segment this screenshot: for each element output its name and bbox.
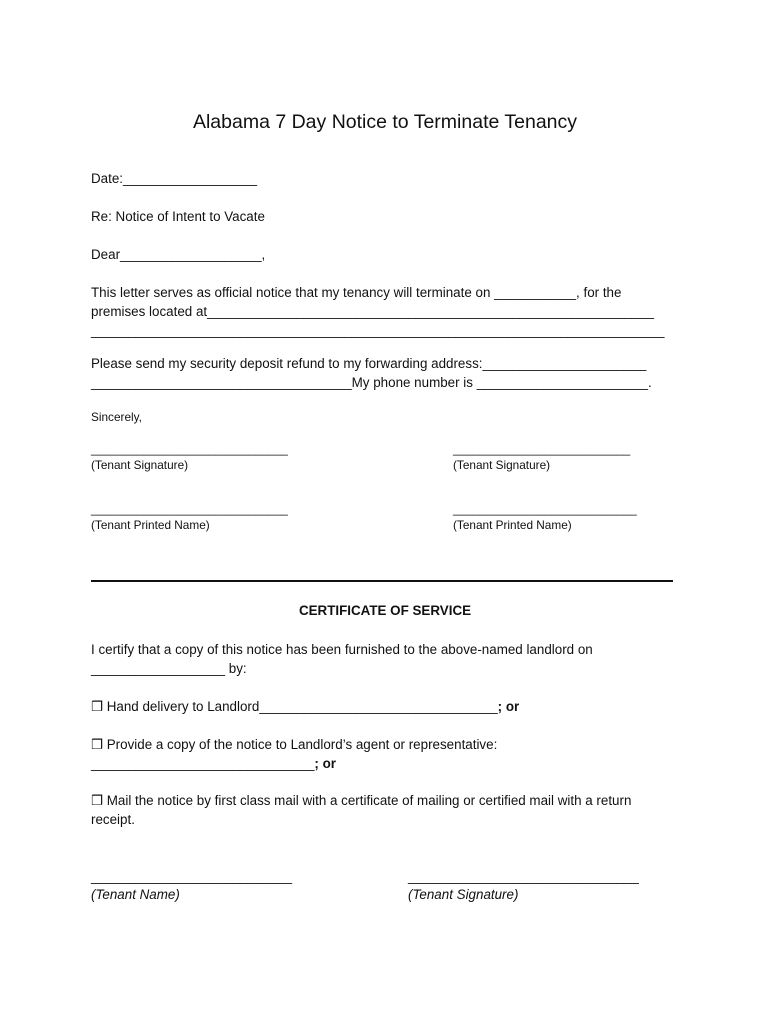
tenant-signature-label: (Tenant Signature) [408, 887, 519, 902]
certificate-heading: CERTIFICATE OF SERVICE [298, 603, 472, 618]
option-text: Provide a copy of the notice to Landlord’s agent or representative: [103, 737, 498, 752]
option-suffix: ; or [497, 699, 520, 714]
signature-label-left: (Tenant Signature) [91, 458, 189, 472]
option-suffix: ; or [314, 756, 336, 771]
certify-line-2: __________________ by: [91, 661, 247, 676]
signature-label-right: (Tenant Signature) [453, 458, 551, 472]
option-text: Mail the notice by first class mail with a certificate of mailing or certified mail with a return [103, 793, 632, 808]
service-option-mail-line-2: receipt. [91, 812, 135, 827]
tenant-name-label: (Tenant Name) [91, 887, 180, 902]
printed-name-blank-left: ______________________________ [91, 502, 288, 516]
body-line-2: premises located at____________________________________________________________ [91, 304, 654, 319]
date-line: Date:__________________ [91, 171, 258, 186]
signature-blank-right: ___________________________ [453, 442, 631, 456]
deposit-line-1: Please send my security deposit refund to my forwarding address:______________________ [91, 356, 647, 371]
option-text: Hand delivery to Landlord________________________________ [103, 699, 498, 714]
printed-name-blank-right: ____________________________ [453, 502, 637, 516]
page-title: Alabama 7 Day Notice to Terminate Tenancy [192, 111, 578, 133]
closing-sincerely: Sincerely, [91, 410, 142, 424]
agent-blank: ______________________________ [91, 756, 315, 771]
checkbox-icon[interactable]: ❒ [91, 737, 104, 752]
service-option-hand-delivery [91, 699, 519, 715]
tenant-name-blank: ___________________________ [91, 869, 293, 884]
certify-line-1: I certify that a copy of this notice has been furnished to the above-named landlord on [91, 642, 593, 657]
body-line-3: _____________________________________________________________________________ [91, 323, 665, 338]
checkbox-icon[interactable]: ❒ [91, 793, 104, 808]
service-option-agent [91, 737, 497, 753]
re-line: Re: Notice of Intent to Vacate [91, 209, 265, 224]
salutation-line: Dear___________________, [91, 247, 266, 262]
tenant-signature-blank: _______________________________ [408, 869, 639, 884]
deposit-line-2: ___________________________________My phone number is _______________________. [91, 375, 652, 390]
service-option-mail [91, 793, 631, 809]
body-line-1: This letter serves as official notice that my tenancy will terminate on ___________, for the [91, 285, 622, 300]
service-option-agent-line-2 [91, 756, 336, 772]
section-divider [91, 580, 673, 582]
signature-blank-left: ______________________________ [91, 442, 288, 456]
printed-name-label-right: (Tenant Printed Name) [453, 518, 572, 532]
checkbox-icon[interactable]: ❒ [91, 699, 104, 714]
printed-name-label-left: (Tenant Printed Name) [91, 518, 210, 532]
